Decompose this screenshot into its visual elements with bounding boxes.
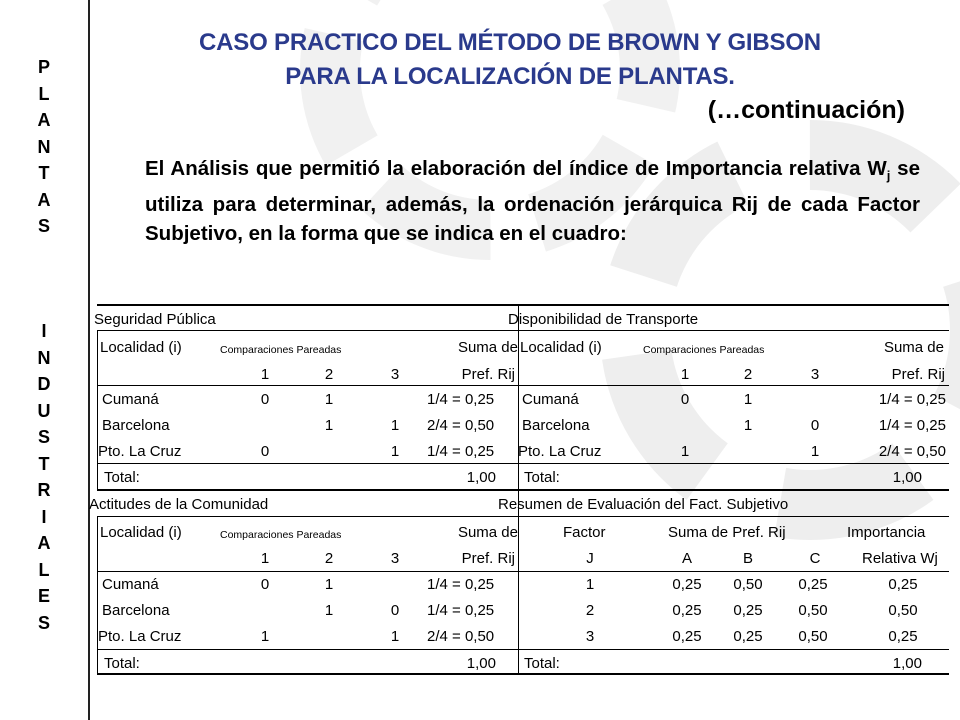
transporte-row3-suma: 2/4 = 0,50	[878, 443, 946, 460]
transporte-row2-suma: 1/4 = 0,25	[878, 417, 946, 434]
transporte-total-value: 1,00	[892, 469, 922, 486]
resumen-col-factor: Factor	[563, 524, 606, 541]
sidebar-plantas-letter: P	[37, 57, 50, 77]
transporte-num-3: 3	[810, 366, 820, 383]
sidebar-industriales-letter: S	[37, 427, 50, 447]
seguridad-row2-c2: 1	[324, 417, 334, 434]
transporte-col-localidad: Localidad (i)	[520, 339, 602, 356]
comunidad-row1-c1: 0	[260, 576, 270, 593]
page-subtitle: (…continuación)	[707, 96, 905, 124]
resumen-col-relativa: Relativa Wj	[862, 550, 938, 567]
intro-paragraph	[145, 154, 920, 248]
seguridad-row1-c2: 1	[324, 391, 334, 408]
seguridad-num-2: 2	[324, 366, 334, 383]
sidebar-industriales-letter: R	[37, 480, 51, 500]
sidebar-industriales-letter: I	[41, 506, 47, 527]
resumen-row1-a: 0,25	[672, 576, 702, 593]
comunidad-col-localidad: Localidad (i)	[100, 524, 182, 541]
sidebar-word-industriales	[0, 318, 88, 636]
comunidad-row2-suma: 1/4 = 0,25	[427, 602, 495, 619]
resumen-row1-b: 0,50	[733, 576, 763, 593]
resumen-col-a: A	[681, 550, 692, 567]
comunidad-row1-name: Cumaná	[102, 576, 159, 593]
seguridad-num-3: 3	[390, 366, 400, 383]
resumen-row3-j: 3	[585, 628, 595, 645]
resumen-row3-c: 0,50	[798, 628, 828, 645]
seguridad-row1-suma: 1/4 = 0,25	[427, 391, 495, 408]
table-title-resumen: Resumen de Evaluación del Fact. Subjetivo	[498, 496, 789, 513]
comunidad-num-3: 3	[390, 550, 400, 567]
sidebar-industriales-letter: A	[37, 533, 51, 553]
sidebar-plantas-letter: A	[37, 189, 51, 210]
transporte-col-comparaciones: Comparaciones Pareadas	[643, 344, 765, 356]
seguridad-col-pref: Pref. Rij	[461, 366, 515, 383]
page-title-line2: PARA LA LOCALIZACIÓN DE PLANTAS.	[285, 63, 735, 90]
comunidad-col-pref: Pref. Rij	[461, 550, 515, 567]
table-title-seguridad: Seguridad Pública	[94, 311, 216, 328]
comunidad-row3-c3: 1	[390, 628, 400, 645]
sidebar-plantas-letter: S	[37, 216, 50, 236]
resumen-row3-a: 0,25	[672, 628, 702, 645]
table-title-transporte: Disponibilidad de Transporte	[508, 311, 699, 328]
sidebar-plantas-letter: T	[38, 163, 50, 183]
seguridad-num-1: 1	[260, 366, 270, 383]
transporte-row3-c1: 1	[680, 443, 690, 460]
seguridad-col-localidad: Localidad (i)	[100, 339, 182, 356]
transporte-row2-c3: 0	[810, 417, 820, 434]
sidebar-plantas-letter: A	[37, 110, 51, 130]
paragraph-subscript: j	[886, 168, 891, 184]
comunidad-total-label: Total:	[104, 655, 140, 672]
seguridad-row2-c3: 1	[390, 417, 400, 434]
transporte-col-pref: Pref. Rij	[891, 366, 945, 383]
resumen-row2-b: 0,25	[733, 602, 763, 619]
transporte-num-1: 1	[680, 366, 690, 383]
resumen-row1-w: 0,25	[888, 576, 918, 593]
sidebar-plantas-letter: L	[38, 83, 50, 104]
resumen-total-value: 1,00	[892, 655, 922, 672]
comunidad-row2-name: Barcelona	[102, 602, 170, 619]
seguridad-col-suma: Suma de	[457, 339, 518, 356]
resumen-col-b: B	[742, 550, 753, 567]
seguridad-row3-c3: 1	[390, 443, 400, 460]
resumen-col-suma: Suma de Pref. Rij	[668, 524, 786, 541]
seguridad-total-label: Total:	[104, 469, 140, 486]
sidebar-plantas-letter: N	[37, 136, 51, 157]
sidebar-industriales-letter: D	[37, 374, 51, 394]
seguridad-row3-suma: 1/4 = 0,25	[427, 443, 495, 460]
sidebar-industriales-letter: L	[38, 559, 50, 580]
seguridad-row3-c1: 0	[260, 443, 270, 460]
comunidad-row1-suma: 1/4 = 0,25	[427, 576, 495, 593]
resumen-total-label: Total:	[524, 655, 560, 672]
comunidad-col-suma: Suma de	[457, 524, 518, 541]
transporte-row2-c2: 1	[743, 417, 753, 434]
transporte-row1-suma: 1/4 = 0,25	[878, 391, 946, 408]
resumen-row2-j: 2	[585, 602, 595, 619]
transporte-row1-name: Cumaná	[522, 391, 579, 408]
sidebar-industriales-letter: S	[37, 612, 50, 633]
comunidad-col-comparaciones: Comparaciones Pareadas	[220, 529, 342, 541]
resumen-row1-j: 1	[585, 576, 595, 593]
comunidad-row3-suma: 2/4 = 0,50	[427, 628, 495, 645]
transporte-row2-name: Barcelona	[522, 417, 590, 434]
seguridad-row1-name: Cumaná	[102, 391, 159, 408]
sidebar-industriales-letter: N	[37, 347, 51, 368]
seguridad-row1-c1: 0	[260, 391, 270, 408]
resumen-row2-w: 0,50	[888, 602, 918, 619]
resumen-row3-b: 0,25	[733, 628, 763, 645]
sidebar-industriales-letter: U	[37, 400, 51, 421]
transporte-col-suma: Suma de	[883, 339, 944, 356]
transporte-total-label: Total:	[524, 469, 560, 486]
comunidad-row3-name: Pto. La Cruz	[98, 628, 182, 645]
seguridad-row2-suma: 2/4 = 0,50	[427, 417, 495, 434]
page-title-line1: CASO PRACTICO DEL MÉTODO DE BROWN Y GIBSON	[199, 29, 821, 56]
resumen-row3-w: 0,25	[888, 628, 918, 645]
table-title-comunidad: Actitudes de la Comunidad	[89, 496, 269, 513]
comunidad-row2-c2: 1	[324, 602, 334, 619]
transporte-row1-c1: 0	[680, 391, 690, 408]
sidebar-industriales-letter: I	[41, 321, 47, 341]
comunidad-row3-c1: 1	[260, 628, 270, 645]
transporte-num-2: 2	[743, 366, 753, 383]
transporte-row1-c2: 1	[743, 391, 753, 408]
comunidad-num-2: 2	[324, 550, 334, 567]
seguridad-row2-name: Barcelona	[102, 417, 170, 434]
comunidad-total-value: 1,00	[466, 655, 496, 672]
seguridad-col-comparaciones: Comparaciones Pareadas	[220, 344, 342, 356]
sidebar-panel	[0, 0, 90, 720]
seguridad-total-value: 1,00	[466, 469, 496, 486]
sidebar-word-plantas	[0, 54, 88, 240]
resumen-row1-c: 0,25	[798, 576, 828, 593]
sidebar-industriales-letter: E	[37, 586, 50, 606]
resumen-col-j: J	[586, 550, 594, 567]
transporte-row3-c3: 1	[810, 443, 820, 460]
comunidad-row2-c3: 0	[390, 602, 400, 619]
resumen-col-importancia: Importancia	[847, 524, 926, 541]
sidebar-industriales-letter: T	[38, 453, 50, 474]
transporte-row3-name: Pto. La Cruz	[518, 443, 602, 460]
resumen-row2-c: 0,50	[798, 602, 828, 619]
resumen-col-c: C	[809, 550, 821, 567]
resumen-row2-a: 0,25	[672, 602, 702, 619]
comunidad-num-1: 1	[260, 550, 270, 567]
comunidad-row1-c2: 1	[324, 576, 334, 593]
seguridad-row3-name: Pto. La Cruz	[98, 443, 182, 460]
paragraph-part1: El Análisis que permitió la elaboración del índice de Importancia relativa W	[145, 157, 887, 180]
paragraph-part2: se utiliza para determinar, además, la ordenación jerárquica Rij de cada Factor Subjetivo, en la forma que se indica en el cuadro:	[145, 157, 920, 246]
